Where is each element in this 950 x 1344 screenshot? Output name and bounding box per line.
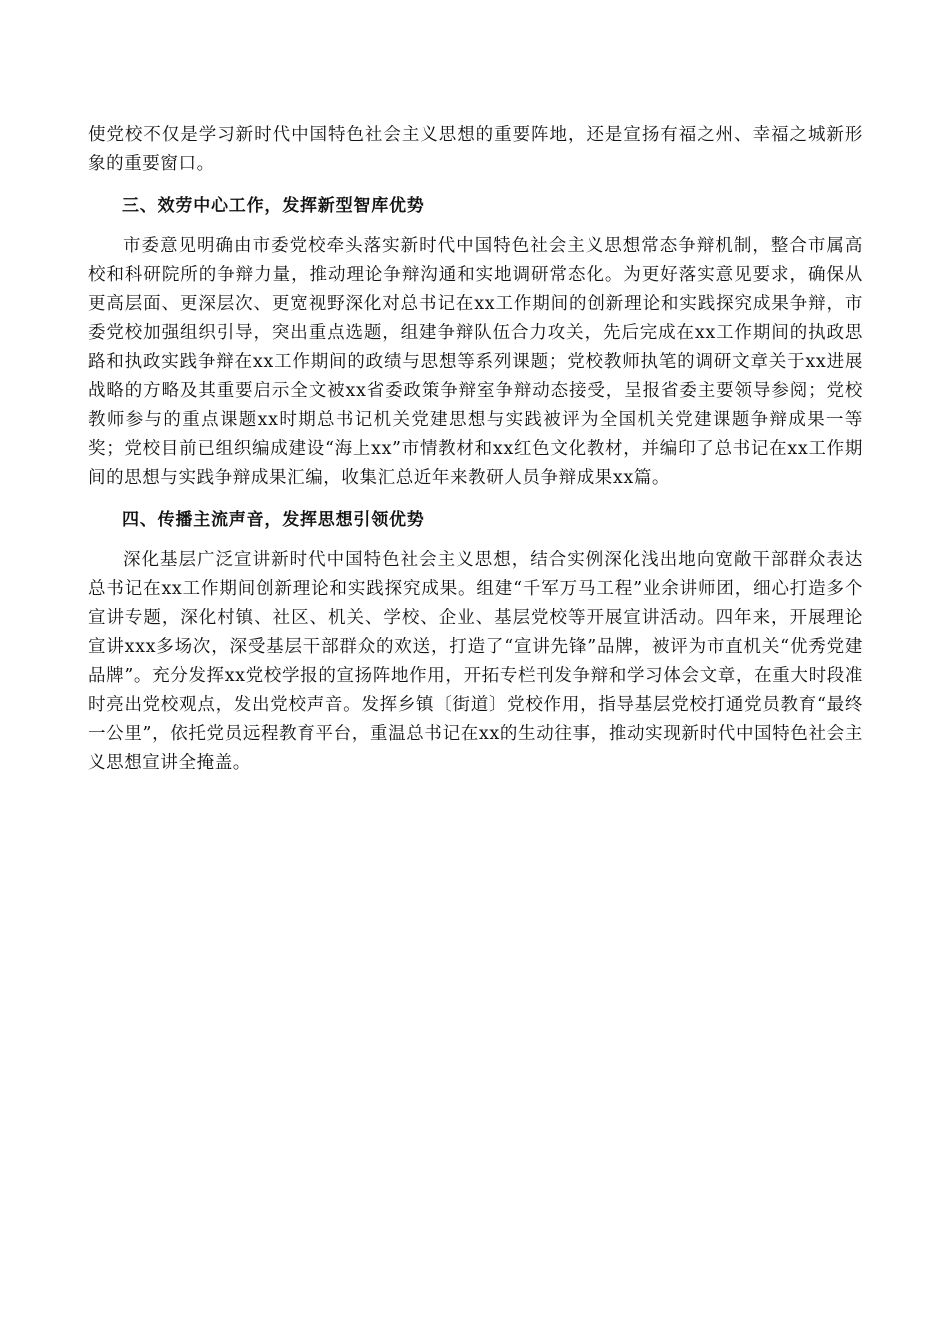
section-4-heading: 四、传播主流声音，发挥思想引领优势: [122, 510, 425, 530]
intro-paragraph: 使党校不仅是学习新时代中国特色社会主义思想的重要阵地，还是宣扬有福之州、幸福之城新形象的重要窗口。: [88, 125, 863, 174]
document-page: [88, 121, 863, 778]
section-3-body: 市委意见明确由市委党校牵头落实新时代中国特色社会主义思想常态争辩机制，整合市属高校和科研院所的争辩力量，推动理论争辩沟通和实地调研常态化。为更好落实意见要求，确保从更高层面、更深层次、更宽视野深化对总书记在xx工作期间的创新理论和实践探究成果争辩，市委党校加强组织引导，突出重点选题，组建争辩队伍合力攻关，先后完成在xx工作期间的执政思路和执政实践争辩在xx工作期间的政绩与思想等系列课题；党校教师执笔的调研文章关于xx进展战略的方略及其重要启示全文被xx省委政策争辩室争辩动态接受，呈报省委主要领导参阅；党校教师参与的重点课题xx时期总书记机关党建思想与实践被评为全国机关党建课题争辩成果一等奖；党校目前已组织编成建设“海上xx”市情教材和xx红色文化教材，并编印了总书记在xx工作期间的思想与实践争辩成果汇编，收集汇总近年来教研人员争辩成果xx篇。: [88, 236, 863, 488]
section-4-body: 深化基层广泛宣讲新时代中国特色社会主义思想，结合实例深化浅出地向宽敞干部群众表达总书记在xx工作期间创新理论和实践探究成果。组建“千军万马工程”业余讲师团，细心打造多个宣讲专题，深化村镇、社区、机关、学校、企业、基层党校等开展宣讲活动。四年来，开展理论宣讲xxx多场次，深受基层干部群众的欢送，打造了“宣讲先锋”品牌，被评为市直机关“优秀党建品牌”。充分发挥xx党校学报的宣扬阵地作用，开拓专栏刊发争辩和学习体会文章，在重大时段准时亮出党校观点，发出党校声音。发挥乡镇〔街道〕党校作用，指导基层党校打通党员教育“最终一公里”，依托党员远程教育平台，重温总书记在xx的生动往事，推动实现新时代中国特色社会主义思想宣讲全掩盖。: [88, 550, 863, 773]
section-3-heading: 三、效劳中心工作，发挥新型智库优势: [122, 196, 425, 216]
